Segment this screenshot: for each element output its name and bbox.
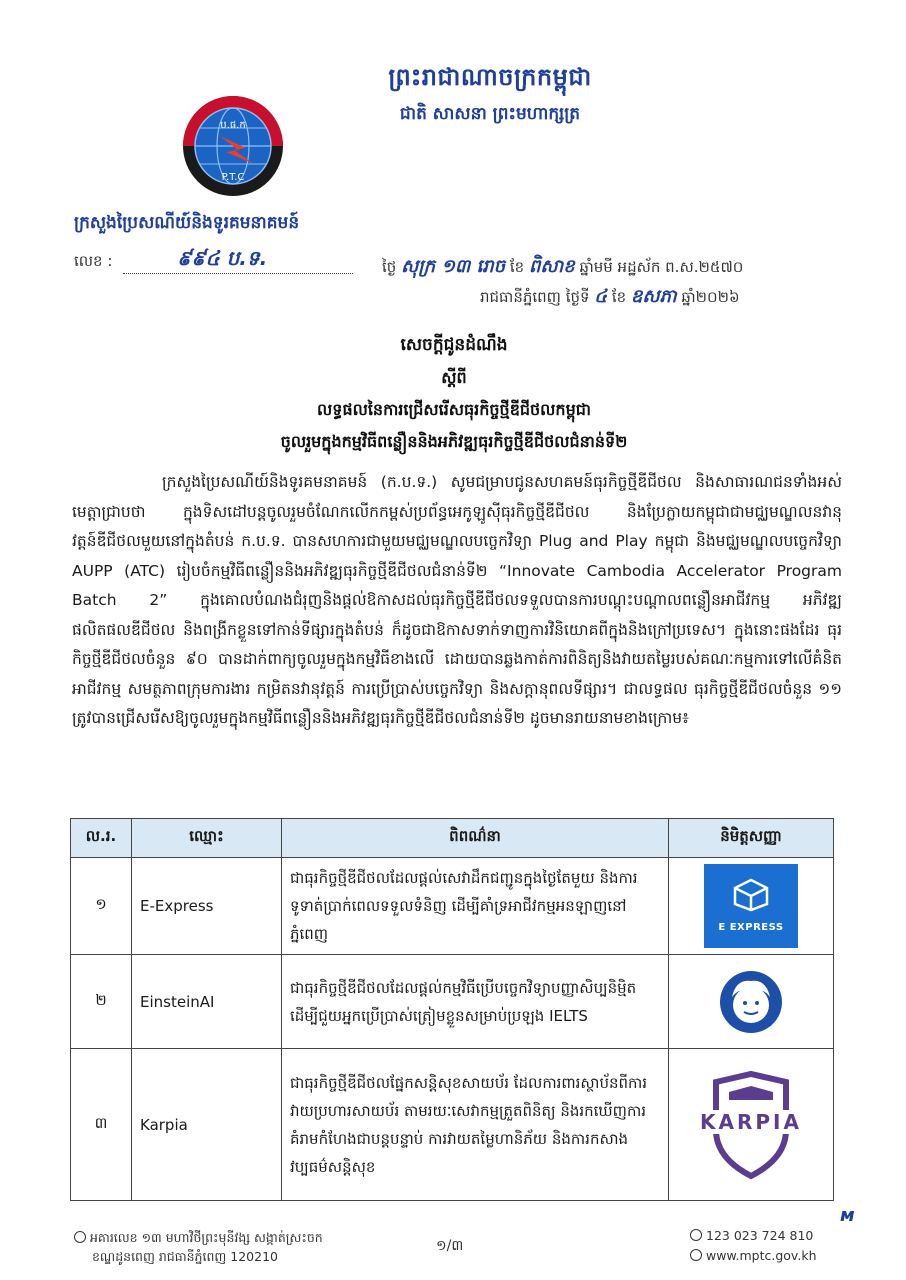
notice-body — [72, 468, 842, 734]
startup-table — [70, 818, 834, 1201]
header-logo: និមិត្តសញ្ញា — [669, 819, 834, 858]
date-rest: ឆ្នាំមមី អដ្ឋស័ក ព.ស.២៥៧០ — [579, 258, 744, 276]
location-icon — [74, 1231, 86, 1243]
table-row — [71, 955, 834, 1049]
address-line-1: អគារលេខ ១៣ មហាវិថីព្រះមុនីវង្ស សង្កាត់ស្រះចក — [90, 1230, 323, 1245]
place-month-label: ខែ — [611, 288, 627, 306]
footer-contact — [690, 1226, 817, 1266]
kingdom-title: ព្រះរាជាណាចក្រកម្ពុជា — [388, 63, 592, 91]
row-name: Karpia — [132, 1049, 282, 1201]
phone-icon — [690, 1229, 702, 1241]
place-day-handwritten: ៤ — [594, 286, 608, 307]
page-number: ១/៣ — [436, 1238, 464, 1254]
package-icon — [731, 878, 771, 912]
table-row — [71, 858, 834, 955]
title-line-2: ស្តីពី — [441, 368, 467, 387]
date-day-handwritten: សុក្រ ១៣ រោច — [401, 256, 506, 277]
header-no: ល.រ. — [71, 819, 132, 858]
ministry-name: ក្រសួងប្រៃសណីយ៍និងទូរគមនាគមន៍ — [74, 213, 300, 233]
logo-top-text: ប.ផ.ក — [220, 120, 246, 131]
logo-bottom-text: P.T.C — [221, 172, 245, 183]
national-motto: ជាតិ សាសនា ព្រះមហាក្សត្រ — [399, 104, 581, 124]
row-description: ជាធុរកិច្ចថ្មីឌីជីថលដែលផ្តល់សេវាដឹកជញ្ជូនក្នុងថ្ងៃតែមួយ និងការទូទាត់ប្រាក់ពេលទទួលទំនិញ ដើម្បីគាំទ្រអាជីវកម្មអនឡាញនៅភ្នំពេញ — [282, 858, 669, 955]
notice-title — [74, 334, 834, 463]
table-header-row — [71, 819, 834, 858]
title-line-1: សេចក្តីជូនដំណឹង — [400, 335, 508, 355]
address-line-2: ខណ្ឌដូនពេញ រាជធានីភ្នំពេញ 120210 — [92, 1249, 278, 1264]
table-row — [71, 1049, 834, 1201]
date-month-handwritten: ពិសាខ — [528, 256, 575, 277]
footer-address — [74, 1228, 323, 1266]
row-description: ជាធុរកិច្ចថ្មីឌីជីថលដែលផ្តល់កម្មវិធីប្រើបច្ចេកវិទ្យាបញ្ញាសិប្បនិម្មិត ដើម្បីជួយអ្នកប្រើប្រាស់ត្រៀមខ្លួនសម្រាប់ប្រឡង IELTS — [282, 955, 669, 1049]
e-express-logo — [704, 864, 798, 948]
karpia-logo-text: KARPIA — [691, 1110, 811, 1134]
date-month-label: ខែ — [509, 258, 525, 276]
handwritten-initial: ᴍ — [840, 1205, 855, 1226]
row-no: ២ — [71, 955, 132, 1049]
e-express-logo-text: E EXPRESS — [718, 922, 784, 933]
lunar-date — [382, 254, 743, 281]
header-name: ឈ្មោះ — [132, 819, 282, 858]
reference-line — [74, 246, 353, 274]
kingdom-header — [300, 62, 680, 128]
row-logo-cell — [669, 858, 834, 955]
globe-icon — [690, 1249, 702, 1261]
row-name: EinsteinAI — [132, 955, 282, 1049]
body-paragraph: ក្រសួងប្រៃសណីយ៍និងទូរគមនាគមន៍ (ក.ប.ទ.) សូមជម្រាបជូនសហគមន៍ធុរកិច្ចថ្មីឌីជីថល និងសាធារណជនទាំងអស់មេត្តាជ្រាបថា ក្នុងទិសដៅបន្តចូលរួមចំណែកលើកកម្ពស់ប្រព័ន្ធអេកូឡូស៊ីធុរកិច្ចថ្មីឌីជីថល និងប្រែក្លាយកម្ពុជាជាមជ្ឈមណ្ឌលនវានុវត្តន៍ឌីជីថលមួយនៅក្នុងតំបន់ ក.ប.ទ. បានសហការជាមួយមជ្ឈមណ្ឌលបច្ចេកវិទ្យា Plug and Play កម្ពុជា និងមជ្ឈមណ្ឌលបច្ចេកវិទ្យា AUPP (ATC) រៀបចំកម្មវិធីពន្លឿននិងអភិវឌ្ឍធុរកិច្ចថ្មីឌីជីថលជំនាន់ទី២ “Innovate Cambodia Accelerator Program Batch 2” ក្នុងគោលបំណងជំរុញនិងផ្តល់ឱកាសដល់ធុរកិច្ចថ្មីឌីជីថលទទួលបានការបណ្តុះបណ្តាលពន្លឿនអាជីវកម្ម អភិវឌ្ឍផលិតផលឌីជីថល និងពង្រីកខ្លួនទៅកាន់ទីផ្សារក្នុងតំបន់ ក៏ដូចជាឱកាសទាក់ទាញការវិនិយោគពីក្នុងនិងក្រៅប្រទេស។ ក្នុងនោះផងដែរ ធុរកិច្ចថ្មីឌីជីថលចំនួន ៩០ បានដាក់ពាក្យចូលរួមក្នុងកម្មវិធីខាងលើ ដោយបានឆ្លងកាត់ការពិនិត្យនិងវាយតម្លៃរបស់គណៈកម្មការទៅលើគំនិតអាជីវកម្ម សមត្ថភាពក្រុមការងារ កម្រិតនវានុវត្តន៍ ការប្រើប្រាស់បច្ចេកវិទ្យា និងសក្តានុពលទីផ្សារ។ ជាលទ្ធផល ធុរកិច្ចថ្មីឌីជីថលចំនួន ១១ ត្រូវបានជ្រើសរើសឱ្យចូលរួមក្នុងកម្មវិធីពន្លឿននិងអភិវឌ្ឍធុរកិច្ចថ្មីឌីជីថលជំនាន់ទី២ ដូចមានរាយនាមខាងក្រោម៖ — [72, 473, 842, 727]
place-year: ឆ្នាំ២០២៦ — [681, 288, 740, 306]
place-date — [480, 284, 740, 311]
place-month-handwritten: ឧសភា — [630, 286, 677, 307]
row-no: ៣ — [71, 1049, 132, 1201]
phone-number: 123 023 724 810 — [706, 1228, 814, 1243]
row-name: E-Express — [132, 858, 282, 955]
place-prefix: រាជធានីភ្នំពេញ ថ្ងៃទី — [480, 288, 590, 306]
row-logo-cell — [669, 1049, 834, 1201]
row-logo-cell — [669, 955, 834, 1049]
header-description: ពិពណ៌នា — [282, 819, 669, 858]
ref-number: ៩៩៤ ប.ទ. — [177, 246, 268, 270]
ref-dots — [123, 246, 353, 274]
website-link[interactable]: www.mptc.gov.kh — [706, 1248, 817, 1263]
row-description: ជាធុរកិច្ចថ្មីឌីជីថលផ្នែកសន្តិសុខសាយប័រ ដែលការពារស្ថាប័នពីការវាយប្រហារសាយប័រ តាមរយៈសេវាកម្មត្រួតពិនិត្យ និងរកឃើញការគំរាមកំហែងជាបន្តបន្ទាប់ ការវាយតម្លៃហានិភ័យ និងការកសាងវប្បធម៌សន្តិសុខ — [282, 1049, 669, 1201]
row-no: ១ — [71, 858, 132, 955]
ref-label: លេខ : — [74, 252, 113, 270]
date-prefix: ថ្ងៃ — [382, 258, 397, 276]
ministry-logo — [168, 88, 298, 200]
karpia-logo — [691, 1070, 811, 1180]
title-line-4: ចូលរួមក្នុងកម្មវិធីពន្លឿននិងអភិវឌ្ឍធុរកិច្ចថ្មីឌីជីថលជំនាន់ទី២ — [280, 432, 628, 451]
einstein-logo — [718, 969, 784, 1035]
title-line-3: លទ្ធផលនៃការជ្រើសរើសធុរកិច្ចថ្មីឌីជីថលកម្ពុជា — [317, 400, 591, 419]
